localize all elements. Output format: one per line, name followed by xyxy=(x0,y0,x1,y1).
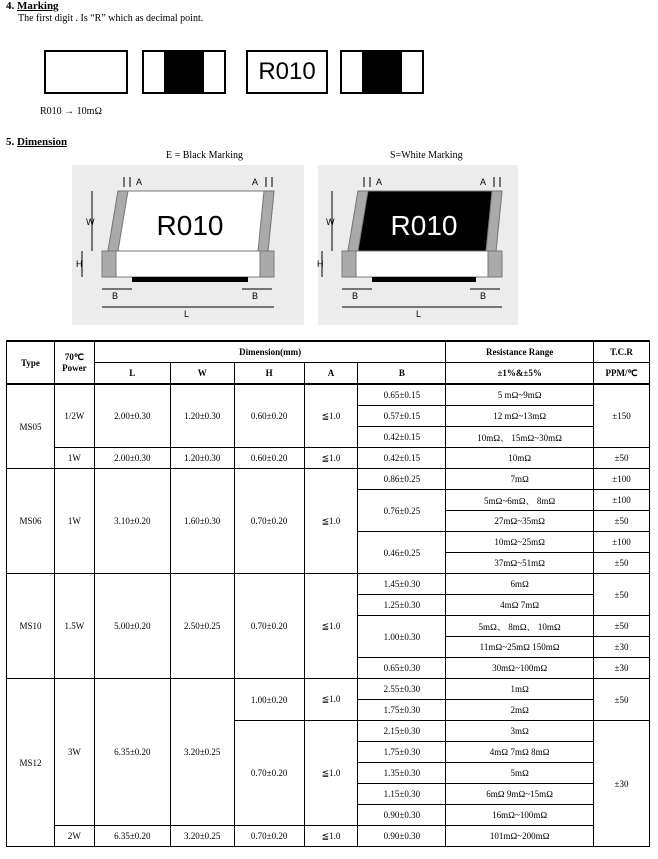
table-row: 1.75±0.30 2mΩ xyxy=(7,700,650,721)
label-h: H xyxy=(317,259,324,269)
marking-r010-sample xyxy=(246,50,328,94)
table-row: 2W 6.35±0.20 3.20±0.25 0.70±0.20 ≦1.0 0.90±0.30 101mΩ~200mΩ xyxy=(7,826,650,847)
table-row: 0.57±0.15 12 mΩ~13mΩ xyxy=(7,406,650,427)
table-row: 1.00±0.30 5mΩ、 8mΩ、 10mΩ ±50 xyxy=(7,616,650,637)
marking-code: R010 xyxy=(258,58,316,85)
table-row: 1.35±0.30 5mΩ xyxy=(7,763,650,784)
black-marking-caption: E = Black Marking xyxy=(166,150,244,161)
header-dimension: Dimension(mm) xyxy=(94,341,445,363)
label-a: A xyxy=(136,177,143,187)
marking-black-sample-2 xyxy=(340,50,424,94)
table-row: MS12 3W 6.35±0.20 3.20±0.25 1.00±0.20 ≦1.0 2.55±0.30 1mΩ ±50 xyxy=(7,679,650,700)
header-type: Type xyxy=(7,341,55,384)
header-b: B xyxy=(358,363,446,385)
table-row: 11mΩ~25mΩ 150mΩ ±30 xyxy=(7,637,650,658)
header-w: W xyxy=(170,363,234,385)
label-l: L xyxy=(184,309,190,319)
header-resistance: Resistance Range xyxy=(446,341,594,363)
table-row: 0.70±0.20 ≦1.0 2.15±0.30 3mΩ ±30 xyxy=(7,721,650,742)
label-b-right: B xyxy=(252,291,259,301)
chip-code: R010 xyxy=(156,210,224,241)
table-row: MS05 1/2W 2.00±0.30 1.20±0.30 0.60±0.20 ≦1.0 0.65±0.15 5 mΩ~9mΩ ±150 xyxy=(7,384,650,406)
header-h: H xyxy=(234,363,304,385)
white-marking-diagram xyxy=(318,165,518,325)
header-l: L xyxy=(94,363,170,385)
table-row: 1.75±0.30 4mΩ 7mΩ 8mΩ xyxy=(7,742,650,763)
label-l: L xyxy=(416,309,422,319)
table-row: MS10 1.5W 5.00±0.20 2.50±0.25 0.70±0.20 ≦1.0 1.45±0.30 6mΩ ±50 xyxy=(7,574,650,595)
table-row: 1.15±0.30 6mΩ 9mΩ~15mΩ xyxy=(7,784,650,805)
table-row: 27mΩ~35mΩ ±50 xyxy=(7,511,650,532)
section-number: 5. xyxy=(6,136,15,148)
label-h: H xyxy=(76,259,83,269)
table-row: 0.76±0.25 5mΩ~6mΩ、 8mΩ ±100 xyxy=(7,490,650,511)
white-marking-caption: S=White Marking xyxy=(390,150,463,161)
label-b: B xyxy=(112,291,119,301)
black-marking-diagram xyxy=(72,165,304,325)
label-a: A xyxy=(376,177,383,187)
table-row: 0.42±0.15 10mΩ、 15mΩ~30mΩ xyxy=(7,427,650,448)
header-tcr: T.C.R xyxy=(594,341,650,363)
table-row: 1W 2.00±0.30 1.20±0.30 0.60±0.20 ≦1.0 0.42±0.15 10mΩ ±50 xyxy=(7,448,650,469)
section-5-heading xyxy=(6,136,67,148)
label-b: B xyxy=(352,291,359,301)
table-row: 0.65±0.30 30mΩ~100mΩ ±30 xyxy=(7,658,650,679)
label-b-right: B xyxy=(480,291,487,301)
section-title: Dimension xyxy=(17,136,68,148)
label-w: W xyxy=(86,217,95,227)
section-number: 4. xyxy=(6,0,15,12)
label-w: W xyxy=(326,217,335,227)
table-row: 1.25±0.30 4mΩ 7mΩ xyxy=(7,595,650,616)
label-a-right: A xyxy=(252,177,259,187)
marking-conversion: R010 → 10mΩ xyxy=(40,106,103,117)
header-a: A xyxy=(304,363,358,385)
marking-description: The first digit . Is “R” which as decimal point. xyxy=(18,13,204,24)
section-title: Marking xyxy=(17,0,59,12)
header-resistance-tolerance: ±1%&±5% xyxy=(446,363,594,385)
dimension-table xyxy=(6,340,650,847)
label-a-right: A xyxy=(480,177,487,187)
marking-blank-sample xyxy=(44,50,128,94)
table-row: 0.46±0.25 10mΩ~25mΩ ±100 xyxy=(7,532,650,553)
header-power: 70℃ Power xyxy=(54,341,94,384)
table-row: 37mΩ~51mΩ ±50 xyxy=(7,553,650,574)
table-row: MS06 1W 3.10±0.20 1.60±0.30 0.70±0.20 ≦1.0 0.86±0.25 7mΩ ±100 xyxy=(7,469,650,490)
marking-black-sample xyxy=(142,50,226,94)
header-tcr-unit: PPM/℃ xyxy=(594,363,650,385)
section-4-heading xyxy=(6,0,59,12)
chip-code: R010 xyxy=(390,210,458,241)
table-row: 0.90±0.30 16mΩ~100mΩ xyxy=(7,805,650,826)
